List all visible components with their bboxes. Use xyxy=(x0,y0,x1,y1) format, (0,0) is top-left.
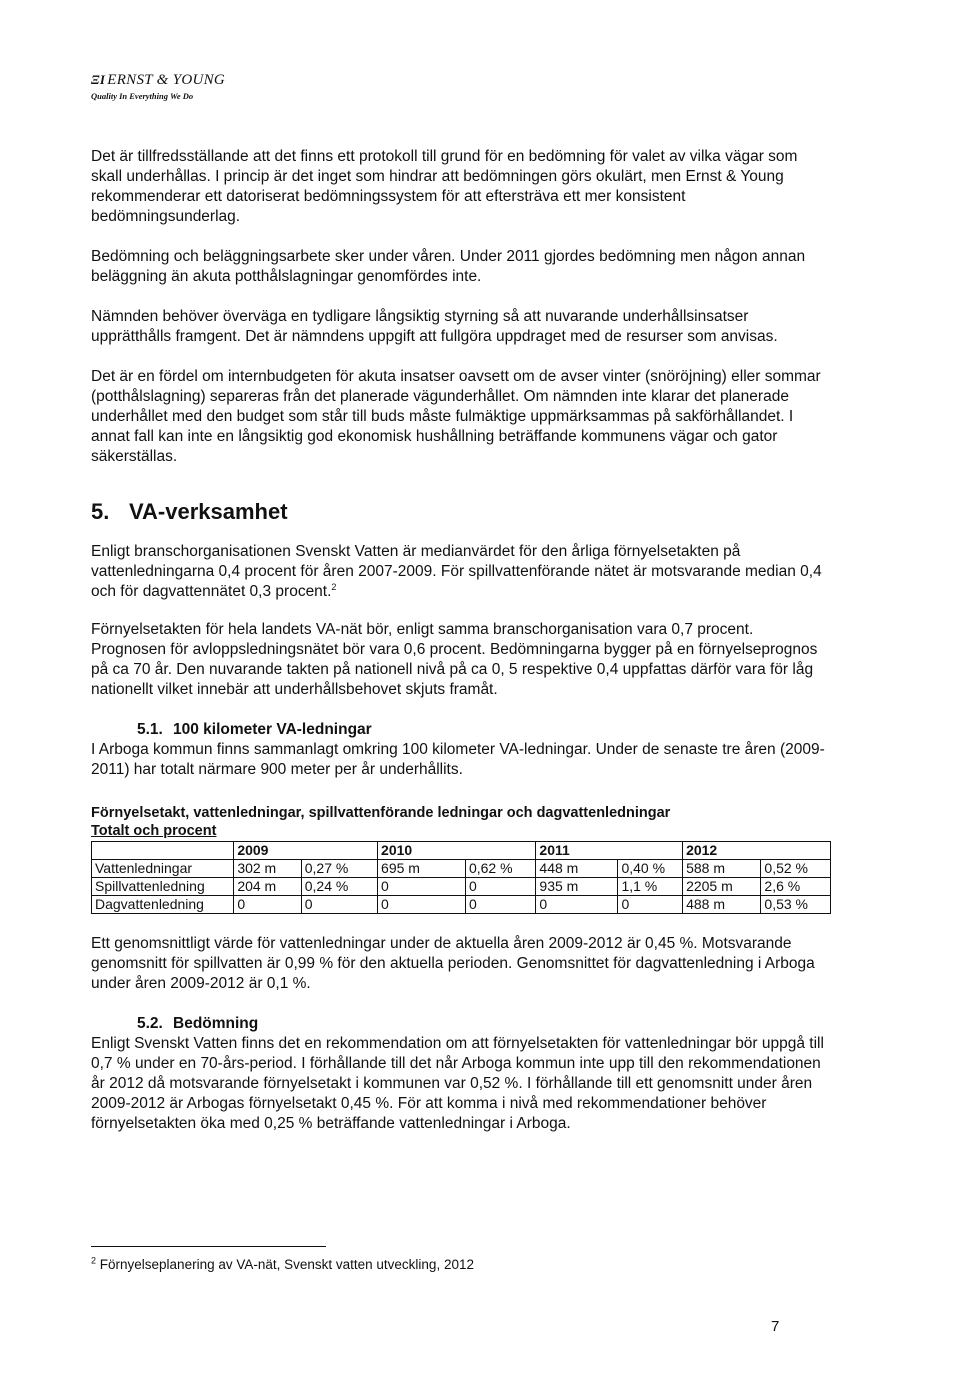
renewal-table xyxy=(91,841,831,914)
logo-text: ERNST & YOUNG xyxy=(107,72,226,88)
footnote-ref: 2 xyxy=(331,581,337,592)
table-cell: 488 m xyxy=(683,896,761,914)
table-cell: 2,6 % xyxy=(761,878,831,896)
table-cell: 0 xyxy=(536,896,618,914)
logo-wordmark xyxy=(91,72,225,89)
row-label: Dagvattenledning xyxy=(92,896,234,914)
table-cell: 935 m xyxy=(536,878,618,896)
year-2009: 2009 xyxy=(234,842,378,860)
table-cell: 0 xyxy=(465,896,535,914)
paragraph-committee: Nämnden behöver överväga en tydligare långsiktig styrning så att nuvarande underhållsinsatser upprätthålls framgent. Det är nämndens uppgift att fullgöra uppdraget med de resurser som anvisas. xyxy=(91,308,778,345)
year-2012: 2012 xyxy=(683,842,831,860)
section-5-number: 5. xyxy=(91,499,110,524)
table-subtitle: Totalt och procent xyxy=(91,823,217,839)
row-label: Vattenledningar xyxy=(92,860,234,878)
paragraph-averages: Ett genomsnittligt värde för vattenledningar under de aktuella åren 2009-2012 är 0,45 %. Motsvarande genomsnitt för spillvatten är 0,99 % för den aktuella perioden. Genomsnittet för dagvattenledning i Arboga under åren 2009-2012 är 0,1 %. xyxy=(91,935,815,992)
paragraph-arboga-km: I Arboga kommun finns sammanlagt omkring 100 kilometer VA-ledningar. Under de senaste tre åren (2009-2011) har totalt närmare 900 meter per år underhållits. xyxy=(91,741,825,778)
paragraph-median xyxy=(91,542,831,602)
year-2011: 2011 xyxy=(536,842,683,860)
logo-tagline: Quality In Everything We Do xyxy=(91,91,194,101)
footnote-text: Förnyelseplanering av VA-nät, Svenskt vatten utveckling, 2012 xyxy=(96,1257,474,1272)
table-cell: 204 m xyxy=(234,878,301,896)
table-row xyxy=(92,878,831,896)
table-cell: 0 xyxy=(234,896,301,914)
paragraph-renewal-rate: Förnyelsetakten för hela landets VA-nät bör, enligt samma branschorganisation vara 0,7 procent. Prognosen för avloppsledningsnätet bör vara 0,6 procent. Bedömningarna bygger på en förnyelseprognos på ca 70 år. Den nuvarande takten på nationell nivå på ca 0, 5 respektive 0,4 uppfattas därför vara för låg nationellt vilket innebär att underhållsbehovet skjuts framåt. xyxy=(91,621,818,698)
table-cell: 0 xyxy=(301,896,377,914)
table-cell: 0 xyxy=(465,878,535,896)
table-cell: 1,1 % xyxy=(618,878,683,896)
table-cell: 0 xyxy=(378,878,466,896)
table-cell: 588 m xyxy=(683,860,761,878)
table-cell: 0 xyxy=(378,896,466,914)
footnote-marker: 2 xyxy=(91,1255,97,1266)
table-cell: 2205 m xyxy=(683,878,761,896)
table-cell: 302 m xyxy=(234,860,301,878)
table-cell: 448 m xyxy=(536,860,618,878)
section-5-2-number: 5.2. xyxy=(137,1015,163,1032)
paragraph-median-text: Enligt branschorganisationen Svenskt Vatten är medianvärdet för den årliga förnyelsetakten på vattenledningarna 0,4 procent för åren 2007-2009. För spillvattenförande nätet är motsvarande median 0,4 och för dagvattennätet 0,3 procent. xyxy=(91,543,822,600)
table-row xyxy=(92,860,831,878)
paragraph-budget: Det är en fördel om internbudgeten för akuta insatser oavsett om de avser vinter (snöröjning) eller sommar (potthålslagning) separeras från det planerade vägunderhållet. Om nämnden inte klarar det planerade underhållet med den budget som står till buds måste fulmäktige uppmärksammas på sakförhållandet. I annat fall kan inte en långsiktig god ekonomisk hushållning beträffande kommunens vägar och gator säkerställas. xyxy=(91,368,821,465)
section-5-2-heading xyxy=(91,1014,831,1034)
section-5-heading xyxy=(91,498,831,526)
year-2010: 2010 xyxy=(378,842,536,860)
logo-mark: ΞΙ xyxy=(91,72,106,87)
table-cell: 0,27 % xyxy=(301,860,377,878)
table-title: Förnyelsetakt, vattenledningar, spillvattenförande ledningar och dagvattenledningar xyxy=(91,805,671,821)
section-5-1-title: 100 kilometer VA-ledningar xyxy=(173,721,372,738)
table-cell: 0,53 % xyxy=(761,896,831,914)
page-number: 7 xyxy=(771,1318,780,1335)
page-body xyxy=(91,147,831,1134)
ernst-young-logo xyxy=(91,72,225,101)
paragraph-assessment: Enligt Svenskt Vatten finns det en rekommendation om att förnyelsetakten för vattenledningar bör uppgå till 0,7 % under en 70-års-period. I förhållande till det når Arboga kommun inte upp till den rekommendationen år 2012 då motsvarande förnyelsetakt i kommunen var 0,52 %. I förhållande till ett genomsnitt under åren 2009-2012 är Arbogas förnyelsetakt 0,45 %. För att komma i nivå med rekommendationer behöver förnyelsetakten öka med 0,25 % beträffande vattenledningar i Arboga. xyxy=(91,1035,824,1132)
section-5-1-number: 5.1. xyxy=(137,721,163,738)
table-cell: 0 xyxy=(618,896,683,914)
table-cell: 0,40 % xyxy=(618,860,683,878)
table-header-blank xyxy=(92,842,234,860)
table-cell: 0,24 % xyxy=(301,878,377,896)
footnote xyxy=(91,1256,474,1274)
footnote-divider xyxy=(91,1246,326,1247)
section-5-title: VA-verksamhet xyxy=(129,499,288,524)
paragraph-protocol: Det är tillfredsställande att det finns ett protokoll till grund för en bedömning för valet av vilka vägar som skall underhållas. I princip är det inget som hindrar att bedömningen görs okulärt, men Ernst & Young rekommenderar ett datoriserat bedömningssystem för att eftersträva ett mer konsistent bedömningsunderlag. xyxy=(91,148,798,225)
table-cell: 695 m xyxy=(378,860,466,878)
table-cell: 0,62 % xyxy=(465,860,535,878)
section-5-2-title: Bedömning xyxy=(173,1015,259,1032)
section-5-1-heading xyxy=(91,720,831,740)
table-header-row xyxy=(92,842,831,860)
paragraph-spring-work: Bedömning och beläggningsarbete sker under våren. Under 2011 gjordes bedömning men någon annan beläggning än akuta potthålslagningar genomfördes inte. xyxy=(91,248,806,285)
table-cell: 0,52 % xyxy=(761,860,831,878)
table-row xyxy=(92,896,831,914)
row-label: Spillvattenledning xyxy=(92,878,234,896)
